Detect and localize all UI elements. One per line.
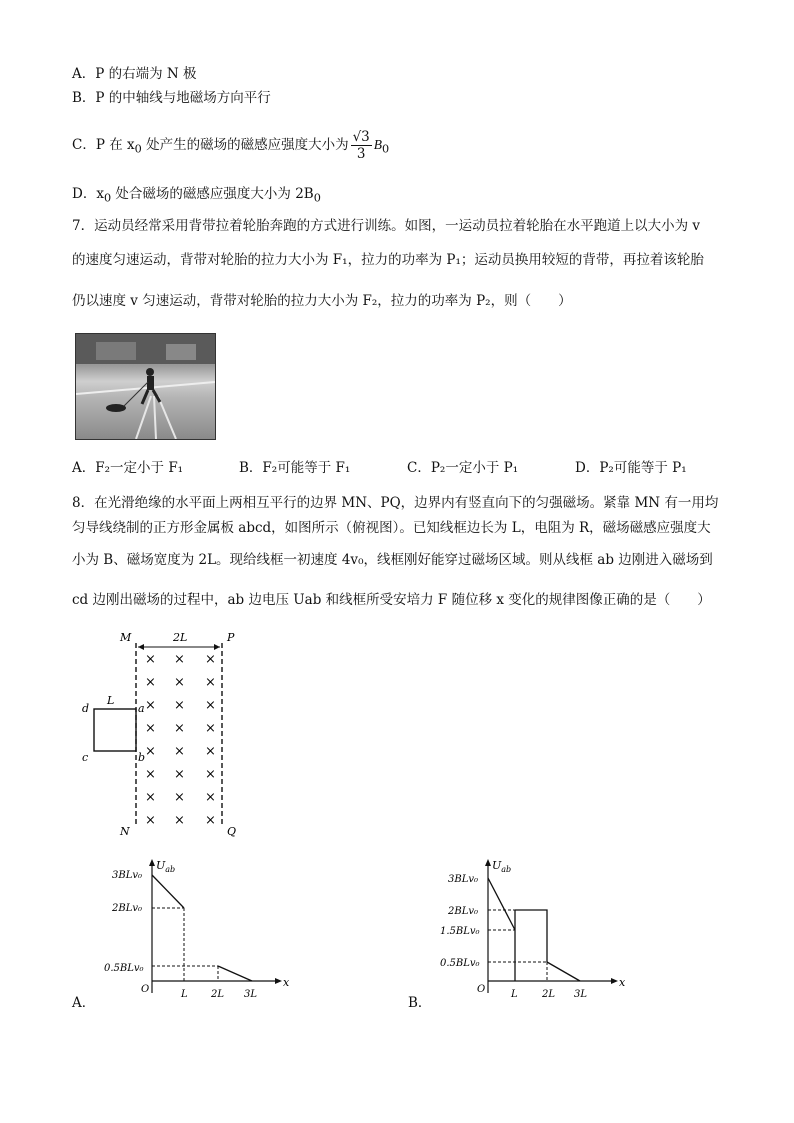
q7-stem-line1: 7．运动员经常采用背带拉着轮胎奔跑的方式进行训练。如图，一运动员拉着轮胎在水平跑道上以大小为 v	[72, 218, 701, 234]
graph-b-option-label: B．	[408, 995, 432, 1011]
svg-text:3BLv₀: 3BLv₀	[448, 874, 479, 885]
svg-text:0.5BLv₀: 0.5BLv₀	[104, 963, 144, 974]
magnetic-field-figure	[78, 625, 248, 845]
field-cross: ×	[174, 675, 185, 690]
field-cross: ×	[145, 813, 156, 828]
q8-stem-line4: cd 边刚出磁场的过程中，ab 边电压 Uab 和线框所受安培力 F 随位移 x 变化的规律图像正确的是（ ）	[72, 592, 711, 608]
svg-text:L: L	[181, 989, 188, 1000]
svg-text:2L: 2L	[542, 989, 556, 1000]
fraction-sqrt3-over-3: $\frac{√3}{3}$	[352, 129, 370, 162]
label-a: a	[138, 702, 145, 715]
field-cross: ×	[205, 790, 216, 805]
svg-text:O: O	[141, 984, 150, 995]
svg-text:x: x	[619, 976, 626, 989]
graph-a-option-label: A．	[72, 995, 96, 1011]
field-cross: ×	[205, 698, 216, 713]
svg-text:L: L	[511, 989, 518, 1000]
svg-text:1.5BLv₀: 1.5BLv₀	[440, 926, 480, 937]
field-cross: ×	[174, 698, 185, 713]
label-q: Q	[227, 825, 237, 838]
svg-text:3L: 3L	[574, 989, 588, 1000]
field-cross: ×	[145, 675, 156, 690]
field-cross: ×	[205, 675, 216, 690]
label-c: c	[82, 751, 89, 764]
svg-text:Uab: $U_{ab}$	[492, 859, 512, 874]
field-cross: ×	[205, 767, 216, 782]
field-cross: ×	[145, 652, 156, 667]
label-p: P	[227, 631, 235, 644]
field-cross: ×	[174, 767, 185, 782]
label-n: N	[120, 825, 130, 838]
field-cross: ×	[174, 721, 185, 736]
field-cross: ×	[205, 744, 216, 759]
field-cross-grid	[145, 652, 216, 828]
q7-option-a: A．F₂一定小于 F₁	[72, 460, 184, 476]
field-cross: ×	[174, 744, 185, 759]
field-cross: ×	[174, 790, 185, 805]
label-b: b	[138, 751, 146, 764]
q6-option-c: C．P 在 $x_0$ 处产生的磁场的磁感应强度大小为 $\frac{√3}{3}$ $B_0$	[72, 129, 390, 162]
q8-stem-line1: 8．在光滑绝缘的水平面上两相互平行的边界 MN、PQ，边界内有竖直向下的匀强磁场。紧靠 MN 有一用均	[72, 495, 719, 511]
label-d: d	[82, 702, 90, 715]
q6-option-a: A．P 的右端为 N 极	[72, 66, 197, 82]
field-cross: ×	[205, 721, 216, 736]
field-cross: ×	[145, 744, 156, 759]
label-m: M	[120, 631, 132, 644]
q6-option-d: D．$x_0$ 处合磁场的磁感应强度大小为 $2B_0$	[72, 186, 321, 205]
q7-option-d: D．P₂可能等于 P₁	[575, 460, 687, 476]
q7-option-b: B．F₂可能等于 F₁	[239, 460, 351, 476]
field-cross: ×	[205, 813, 216, 828]
q7-stem-line2: 的速度匀速运动，背带对轮胎的拉力大小为 F₁，拉力的功率为 P₁；运动员换用较短的背带，再拉着该轮胎	[72, 252, 704, 268]
field-cross: ×	[145, 721, 156, 736]
field-cross: ×	[174, 652, 185, 667]
field-cross: ×	[145, 767, 156, 782]
q6-option-b: B．P 的中轴线与地磁场方向平行	[72, 90, 271, 106]
graph-b	[408, 855, 638, 1015]
q8-stem-line2: 匀导线绕制的正方形金属板 abcd，如图所示（俯视图）。已知线框边长为 L，电阻为 R，磁场磁感应强度大	[72, 520, 711, 536]
q7-option-c: C．P₂一定小于 P₁	[407, 460, 519, 476]
label-2l: 2L	[173, 631, 188, 644]
field-cross: ×	[145, 790, 156, 805]
field-cross: ×	[174, 813, 185, 828]
svg-text:2BLv₀: 2BLv₀	[112, 903, 143, 914]
athlete-tire-photo	[75, 333, 216, 440]
svg-text:3BLv₀: 3BLv₀	[112, 870, 143, 881]
graph-a	[72, 855, 302, 1015]
svg-text:2L: 2L	[211, 989, 225, 1000]
svg-text:x: x	[283, 976, 290, 989]
svg-text:2BLv₀: 2BLv₀	[448, 906, 479, 917]
q8-stem-line3: 小为 B、磁场宽度为 2L。现给线框一初速度 4v₀，线框刚好能穿过磁场区域。则从线框 ab 边刚进入磁场到	[72, 552, 713, 568]
svg-text:0.5BLv₀: 0.5BLv₀	[440, 958, 480, 969]
field-cross: ×	[205, 652, 216, 667]
q7-stem-line3: 仍以速度 v 匀速运动，背带对轮胎的拉力大小为 F₂，拉力的功率为 P₂，则（ ）	[72, 293, 572, 309]
svg-text:O: O	[477, 984, 486, 995]
label-side-l: L	[107, 694, 115, 707]
field-cross: ×	[145, 698, 156, 713]
svg-text:3L: 3L	[244, 989, 258, 1000]
svg-text:Uab: $U_{ab}$	[156, 859, 176, 874]
